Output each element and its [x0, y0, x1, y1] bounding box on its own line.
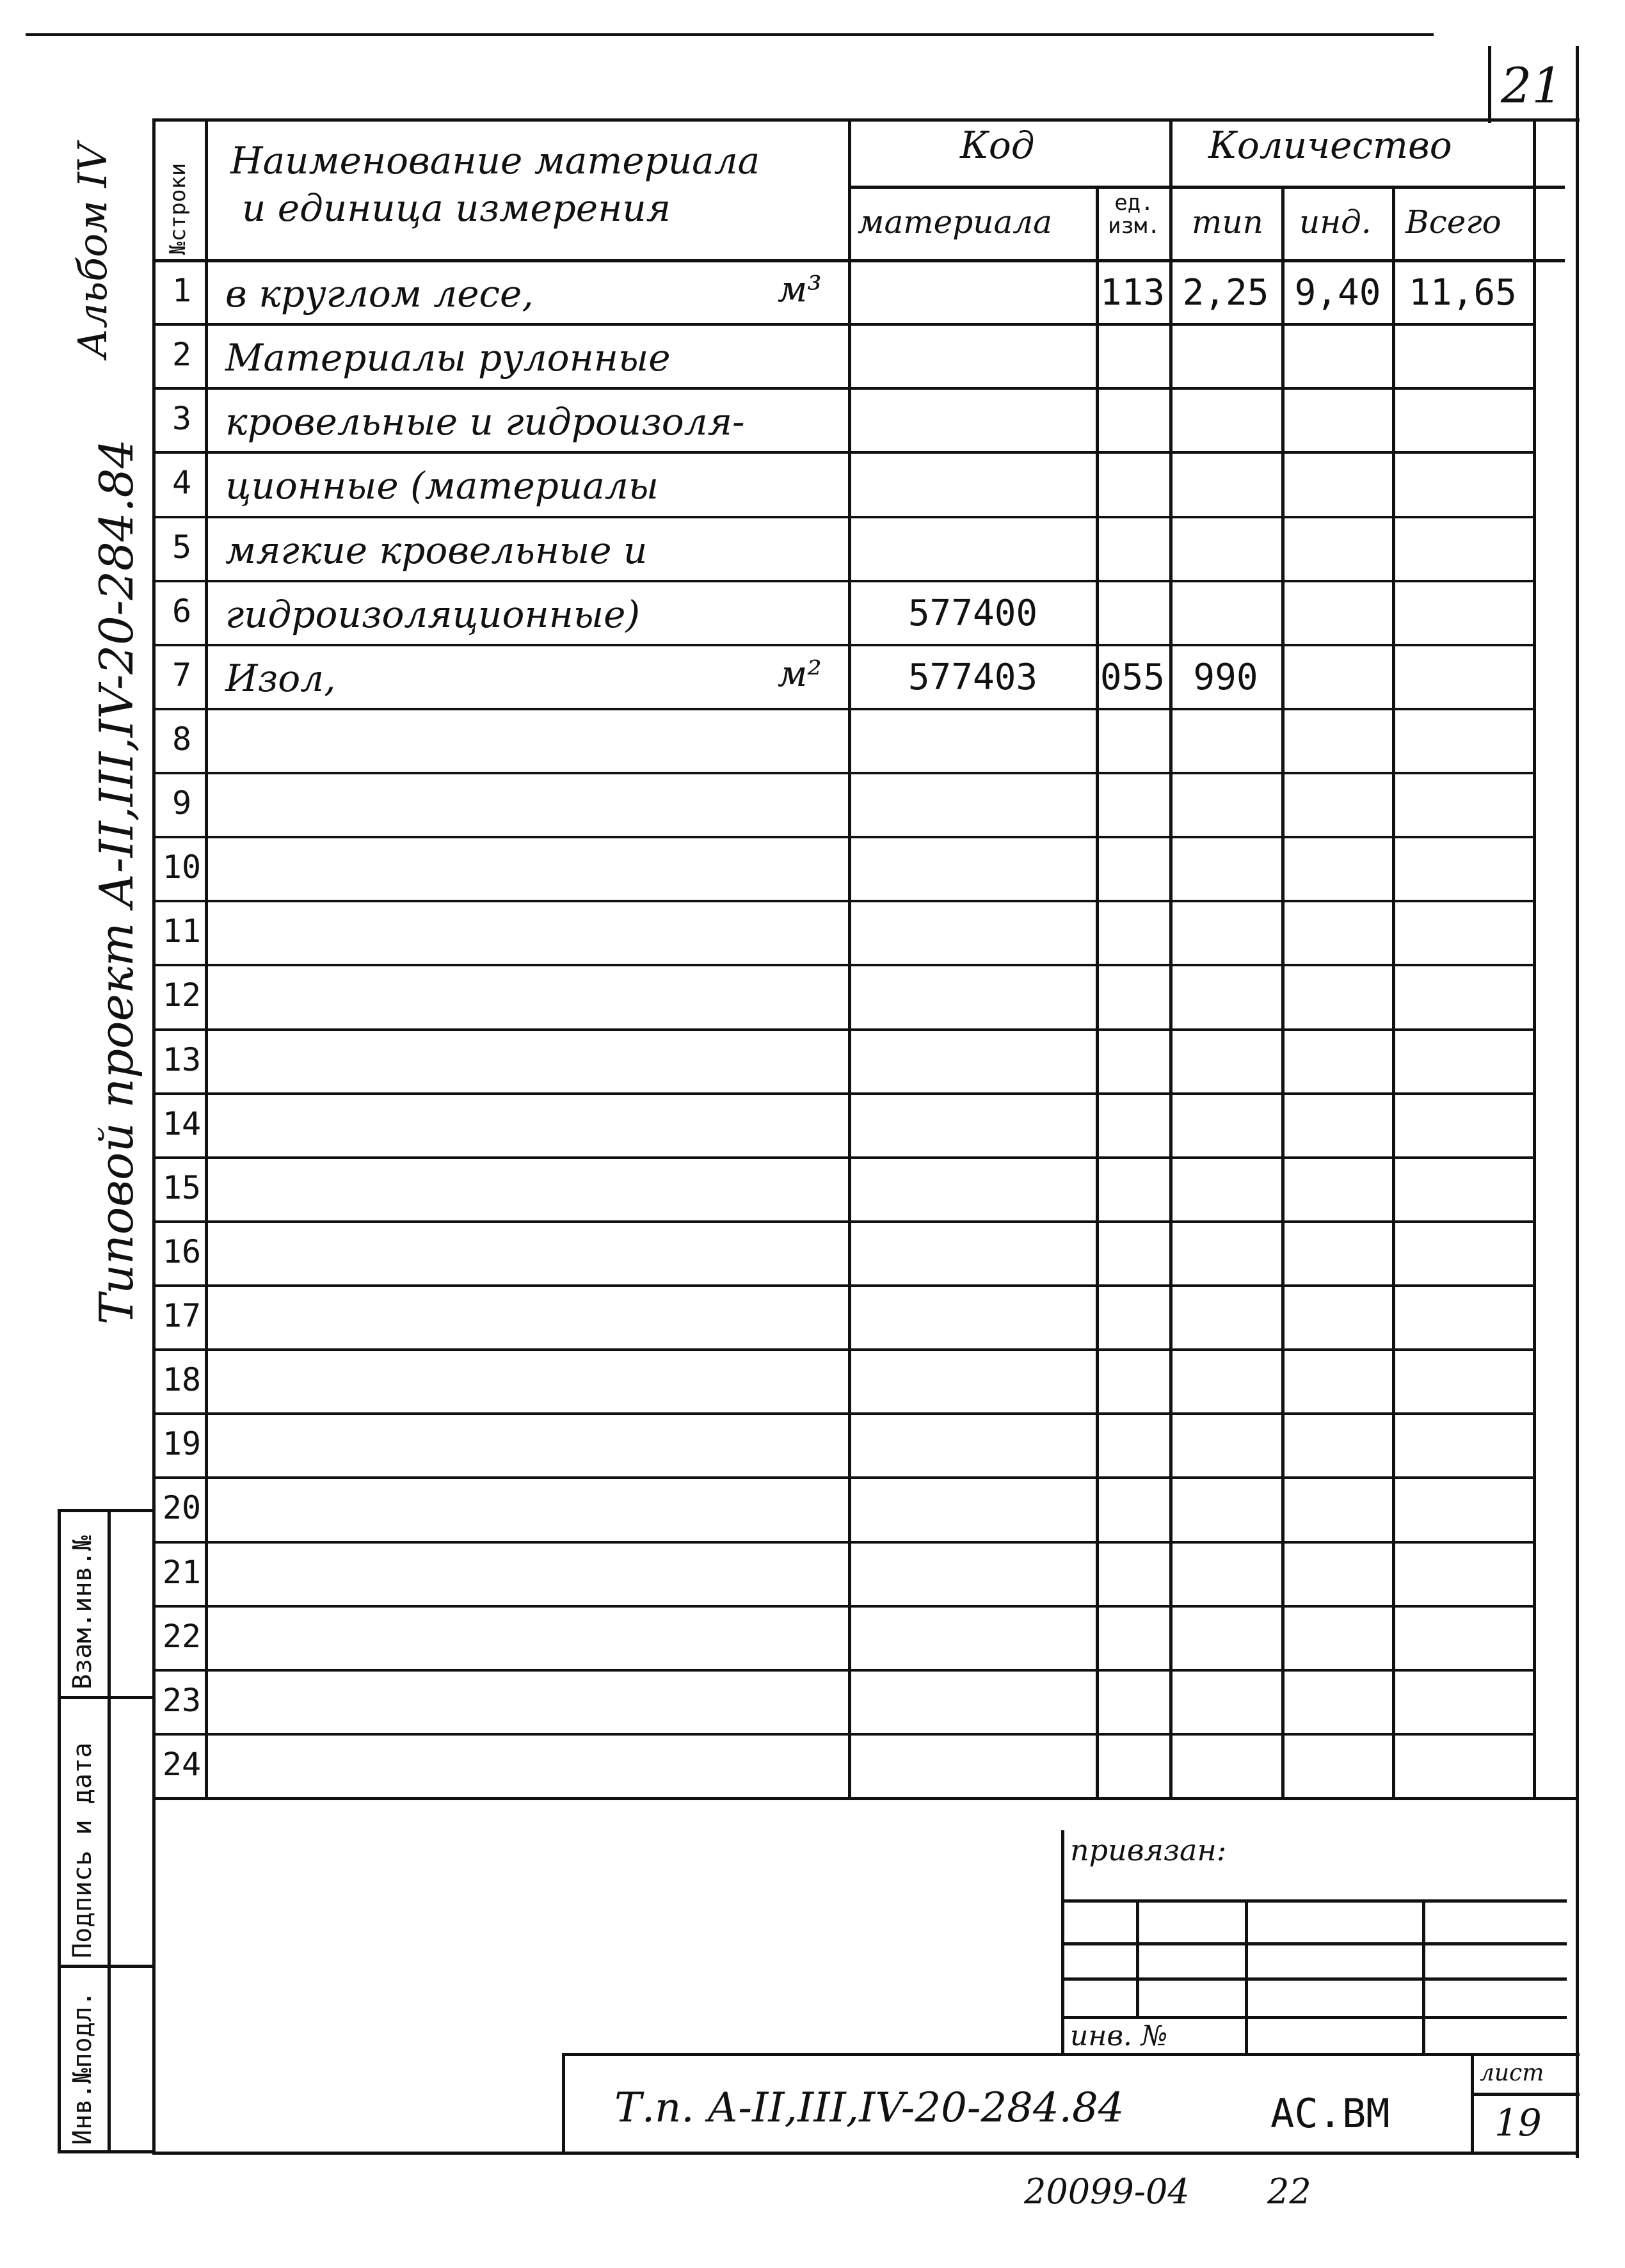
row-line — [152, 1669, 1536, 1672]
binding-line4 — [1061, 2016, 1567, 2019]
row-number: 15 — [162, 1169, 202, 1206]
frame-bottom — [152, 2152, 1579, 2155]
row-number: 16 — [162, 1233, 202, 1270]
table-bottom — [152, 1797, 1579, 1800]
header-name-line1: Наименование материала — [230, 139, 760, 182]
col-line-unit — [1169, 118, 1173, 1798]
binding-col2 — [1245, 1899, 1248, 2056]
row-line — [152, 900, 1536, 902]
title-sheet-left — [1471, 2053, 1474, 2154]
top-rule — [26, 33, 1434, 36]
row-code-material: 577403 — [908, 657, 1038, 698]
page-number-box-left — [1488, 46, 1491, 123]
row-line — [152, 1028, 1536, 1031]
row-line — [152, 451, 1536, 454]
row-line — [152, 1348, 1536, 1351]
footer-page: 22 — [1267, 2171, 1311, 2212]
row-number: 3 — [172, 400, 192, 437]
row-number: 23 — [162, 1682, 202, 1719]
stamp-podpis-label: Подпись и дата — [68, 1742, 97, 1958]
row-code-unit: 113 — [1100, 272, 1165, 314]
row-qty-type: 990 — [1193, 657, 1258, 698]
row-line — [152, 836, 1536, 838]
col-line-code — [1096, 186, 1099, 1798]
row-line — [152, 323, 1536, 326]
row-name: кровельные и гидроизоля- — [225, 400, 745, 443]
title-sheet-label: лист — [1480, 2060, 1544, 2086]
row-line — [152, 1412, 1536, 1415]
col-line-ind — [1392, 186, 1395, 1798]
stamp-vzam-label: Взам.инв.№ — [68, 1535, 97, 1689]
row-line — [152, 1605, 1536, 1608]
row-name: гидроизоляционные) — [225, 593, 641, 636]
row-number: 5 — [172, 529, 192, 566]
row-number: 8 — [172, 721, 192, 758]
frame-left — [152, 118, 156, 2155]
row-number: 17 — [162, 1297, 202, 1334]
page-number: 21 — [1501, 57, 1563, 114]
binding-col3 — [1422, 1899, 1425, 2056]
row-number: 21 — [162, 1554, 202, 1591]
row-unit: м³ — [778, 269, 822, 310]
row-line — [152, 708, 1536, 710]
title-top — [562, 2053, 1580, 2056]
header-qty-total: Всего — [1405, 204, 1501, 241]
title-left — [562, 2053, 565, 2154]
header-code: Код — [960, 124, 1035, 167]
row-name: Изол, — [225, 657, 336, 700]
row-line — [152, 1220, 1536, 1223]
row-line — [152, 964, 1536, 966]
row-line — [152, 1476, 1536, 1479]
row-line — [152, 1733, 1536, 1736]
header-subline — [848, 186, 1565, 189]
stamp-strip-div1 — [58, 1696, 154, 1699]
row-number: 18 — [162, 1361, 202, 1398]
title-sheet-div — [1471, 2093, 1580, 2096]
row-line — [152, 1092, 1536, 1095]
row-number: 1 — [172, 272, 192, 309]
row-number: 10 — [162, 849, 202, 886]
row-line — [152, 644, 1536, 646]
row-number: 19 — [162, 1425, 202, 1462]
page-number-box-right — [1576, 46, 1579, 2158]
header-quantity: Количество — [1208, 124, 1452, 167]
row-number: 7 — [172, 657, 192, 694]
row-number: 22 — [162, 1618, 202, 1655]
row-line — [152, 516, 1536, 518]
row-code-unit: 055 — [1100, 657, 1165, 698]
album-label: Альбом IV — [69, 143, 116, 358]
stamp-strip-outer-left — [58, 1510, 61, 2153]
row-line — [152, 772, 1536, 774]
row-number: 2 — [172, 336, 192, 373]
footer-order-number: 20099-04 — [1024, 2171, 1190, 2212]
row-number: 6 — [172, 593, 192, 630]
col-line-name — [848, 118, 851, 1798]
binding-inv-label: инв. № — [1070, 2020, 1168, 2052]
row-line — [152, 580, 1536, 582]
row-line — [152, 387, 1536, 390]
stamp-inv-podl-label: Инв.№подл. — [68, 1991, 97, 2145]
header-row-no: №строки — [165, 163, 191, 255]
row-number: 20 — [162, 1489, 202, 1526]
col-line-rowno — [205, 118, 208, 1798]
row-qty-total: 11,65 — [1409, 272, 1517, 314]
header-code-material: материала — [858, 204, 1052, 241]
row-qty-type: 2,25 — [1182, 272, 1269, 314]
stamp-strip-top — [58, 1509, 154, 1512]
col-line-type — [1281, 186, 1285, 1798]
row-name: ционные (материалы — [225, 464, 659, 507]
title-code: АС.ВМ — [1270, 2090, 1390, 2137]
row-number: 12 — [162, 977, 202, 1014]
row-name: Материалы рулонные — [225, 336, 671, 379]
binding-title: привязан: — [1070, 1833, 1227, 1867]
row-name: мягкие кровельные и — [225, 529, 648, 572]
title-sheet-number: 19 — [1494, 2101, 1542, 2144]
frame-top — [152, 118, 1580, 122]
row-line — [152, 1541, 1536, 1544]
header-qty-type: тип — [1192, 204, 1263, 241]
row-code-material: 577400 — [908, 593, 1038, 634]
row-number: 4 — [172, 464, 192, 501]
row-number: 11 — [162, 913, 202, 950]
row-unit: м² — [778, 653, 822, 695]
title-designation: Т.п. А-II,III,IV-20-284.84 — [614, 2084, 1125, 2132]
row-number: 14 — [162, 1105, 202, 1142]
row-line — [152, 1156, 1536, 1159]
row-name: в круглом лесе, — [225, 272, 534, 315]
col-line-right — [1533, 118, 1536, 1798]
stamp-strip-inner — [108, 1510, 111, 2153]
row-number: 9 — [172, 785, 192, 822]
project-label: Типовой проект А-II,III,IV-20-284.84 — [90, 438, 143, 1325]
row-number: 13 — [162, 1041, 202, 1078]
row-line — [152, 1284, 1536, 1287]
stamp-strip-div2 — [58, 1965, 154, 1968]
stamp-strip-bottom — [58, 2150, 154, 2153]
header-bottom — [152, 259, 1565, 262]
header-name-line2: и единица измерения — [242, 186, 671, 230]
row-qty-ind: 9,40 — [1294, 272, 1381, 314]
row-number: 24 — [162, 1746, 202, 1783]
header-code-unit: ед. изм. — [1108, 190, 1160, 239]
header-qty-ind: инд. — [1299, 204, 1372, 241]
binding-col1 — [1136, 1899, 1139, 2016]
